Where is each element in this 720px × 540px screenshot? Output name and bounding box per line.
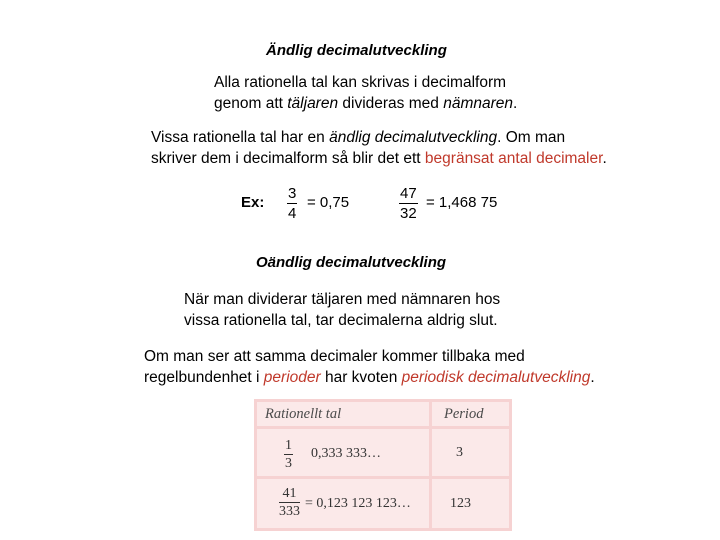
example-1-result: = 0,75: [307, 194, 350, 211]
term-periods: perioder: [263, 369, 321, 386]
example-2-numerator: 47: [400, 185, 417, 202]
term-periodic-decimal: periodisk decimalutveckling: [401, 369, 591, 386]
text-segment: genom att: [214, 95, 288, 112]
heading-finite-decimal: Ändlig decimalutveckling: [266, 42, 447, 59]
text-segment: .: [513, 95, 518, 112]
example-2-denominator: 32: [400, 205, 417, 222]
row-1-denominator: 3: [285, 456, 292, 471]
table-header-cell: [432, 402, 509, 426]
text-segment: skriver dem i decimalform så blir det ett: [151, 150, 425, 167]
text-segment: .: [590, 369, 595, 386]
periodic-decimal-table: [254, 399, 512, 531]
term-denominator: nämnaren: [443, 95, 513, 112]
text-segment: Vissa rationella tal har en: [151, 129, 330, 146]
row-2-numerator: 41: [279, 487, 300, 503]
table-row: [257, 429, 429, 476]
text-segment: .: [602, 150, 607, 167]
example-1-numerator: 3: [288, 185, 297, 202]
finite-intro-paragraph: [214, 72, 517, 114]
finite-intro-line-1: Alla rationella tal kan skrivas i decimalform: [214, 74, 507, 91]
periodic-description-line-1: Om man ser att samma decimaler kommer tillbaka med: [144, 348, 525, 365]
table-header-cell: [257, 402, 429, 426]
term-finite-decimal: ändlig decimalutveckling: [329, 129, 498, 146]
text-segment: har kvoten: [320, 369, 402, 386]
row-2-decimal: = 0,123 123 123…: [305, 496, 411, 511]
row-2-denominator: 333: [279, 504, 300, 519]
infinite-intro-line-1: När man dividerar täljaren med nämnaren hos: [184, 291, 501, 308]
finite-description-line-1: [151, 127, 607, 148]
row-1-decimal: 0,333 333…: [311, 446, 381, 461]
row-1-numerator: 1: [285, 438, 292, 453]
heading-infinite-decimal: Oändlig decimalutveckling: [256, 254, 447, 271]
row-1-period: 3: [456, 445, 463, 460]
table-row: [432, 479, 509, 528]
row-1-fraction: [284, 439, 293, 470]
periodic-description-line-2: [144, 367, 595, 388]
finite-intro-line-2: [214, 93, 517, 114]
example-2-result: = 1,468 75: [426, 194, 498, 211]
example-label: Ex:: [241, 194, 265, 211]
row-2-period: 123: [450, 496, 471, 511]
example-1-fraction: [287, 186, 297, 221]
example-1-denominator: 4: [288, 205, 297, 222]
finite-description-line-2: [151, 148, 607, 169]
infinite-intro-line-2: vissa rationella tal, tar decimalerna aldrig slut.: [184, 312, 498, 329]
finite-description-paragraph: [151, 127, 607, 169]
text-segment: regelbundenhet i: [144, 369, 264, 386]
term-limited-decimals: begränsat antal decimaler: [424, 150, 603, 167]
infinite-intro-paragraph: [184, 289, 500, 331]
example-2-fraction: [399, 186, 418, 221]
table-row: [432, 429, 509, 476]
periodic-description-paragraph: [144, 346, 595, 388]
term-numerator: täljaren: [287, 95, 339, 112]
table-header-period: Period: [444, 406, 484, 422]
table-row: [257, 479, 429, 528]
text-segment: divideras med: [338, 95, 444, 112]
table-header-rational: Rationellt tal: [265, 406, 342, 422]
text-segment: . Om man: [497, 129, 566, 146]
row-2-fraction: [279, 487, 300, 518]
